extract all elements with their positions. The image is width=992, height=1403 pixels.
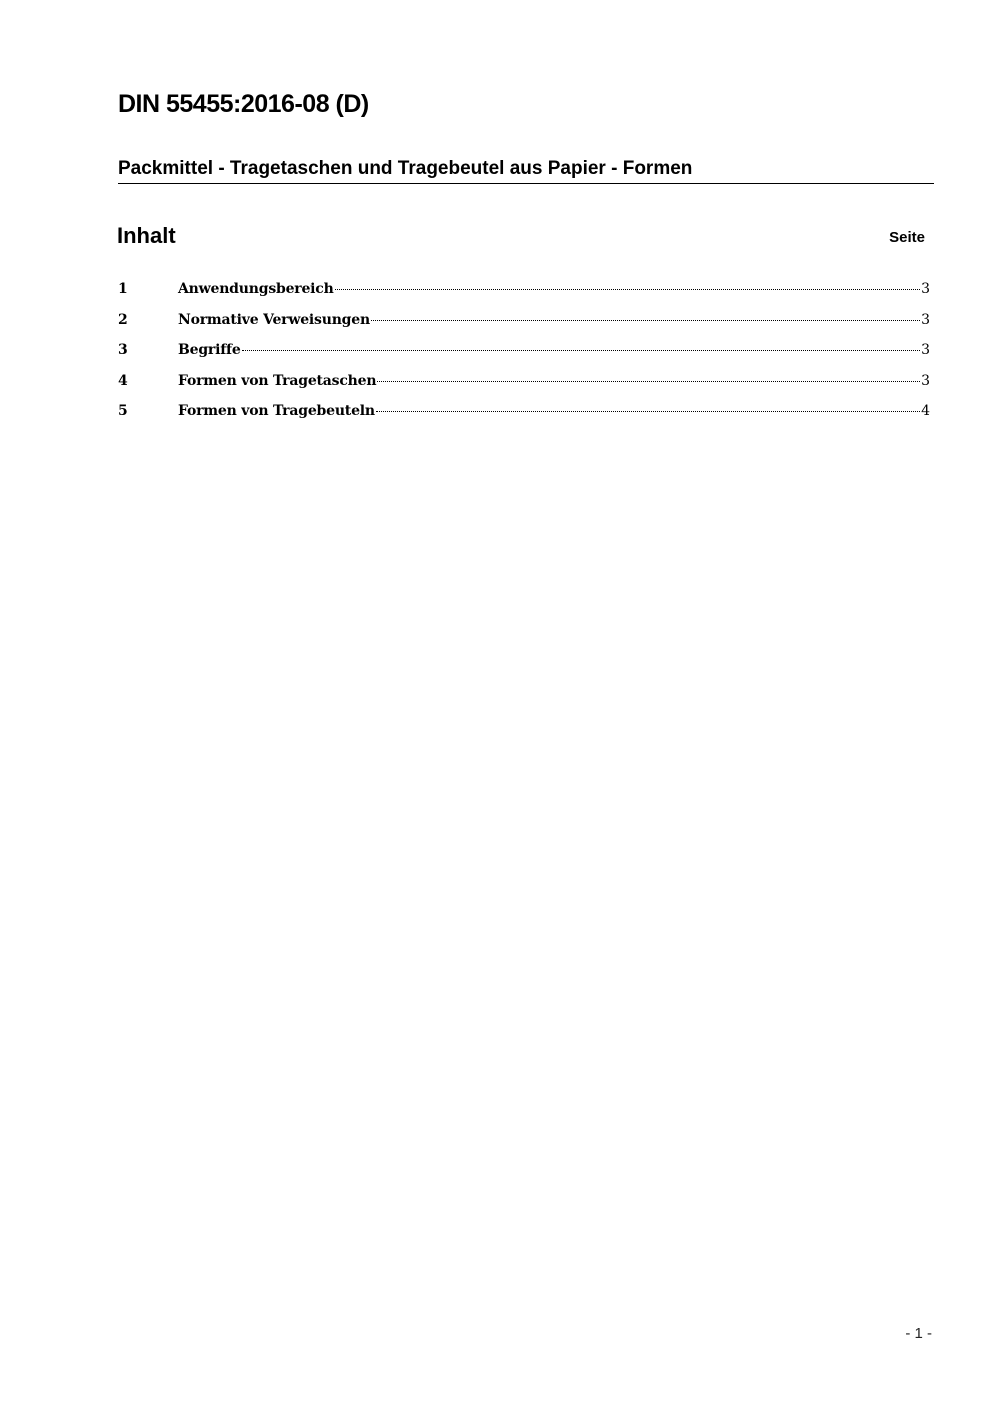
toc-dot-leader: [377, 381, 920, 382]
toc-entry-anwendungsbereich[interactable]: [118, 278, 930, 309]
toc-entry-page: 4: [921, 403, 930, 419]
toc-title: Inhalt: [117, 223, 176, 248]
toc-entry-page: 3: [921, 281, 930, 297]
toc-entry-label[interactable]: Formen von Tragetaschen: [178, 372, 377, 389]
page-number: - 1 -: [905, 1325, 932, 1342]
document-number: DIN 55455:2016-08 (D): [118, 90, 369, 118]
toc-header: [117, 222, 927, 252]
toc-entry-formen-von-tragebeuteln[interactable]: [118, 400, 930, 431]
toc-entry-label[interactable]: Normative Verweisungen: [178, 311, 370, 328]
toc-entry-begriffe[interactable]: [118, 339, 930, 370]
toc-entry-page: 3: [921, 372, 930, 389]
toc-dot-leader: [376, 411, 920, 412]
toc-page-column-label: Seite: [889, 229, 925, 246]
toc-entry-number: 2: [118, 311, 128, 328]
toc-dot-leader: [242, 350, 921, 351]
document-subtitle: Packmittel - Tragetaschen und Tragebeutel aus Papier - Formen: [118, 157, 934, 184]
toc-dot-leader: [335, 289, 920, 290]
toc-entry-number: 5: [118, 403, 128, 419]
toc-entry-number: 3: [118, 342, 128, 358]
toc-entry-number: 1: [118, 281, 128, 297]
table-of-contents: [118, 278, 930, 431]
toc-entry-page: 3: [921, 311, 930, 328]
toc-entry-number: 4: [118, 372, 128, 389]
toc-entry-formen-von-tragetaschen[interactable]: [118, 370, 930, 401]
toc-entry-page: 3: [921, 342, 930, 358]
toc-entry-label[interactable]: Formen von Tragebeuteln: [178, 403, 375, 419]
toc-dot-leader: [371, 320, 920, 321]
toc-entry-normative-verweisungen[interactable]: [118, 309, 930, 340]
toc-entry-label[interactable]: Anwendungsbereich: [178, 281, 334, 297]
toc-entry-label[interactable]: Begriffe: [178, 342, 241, 358]
